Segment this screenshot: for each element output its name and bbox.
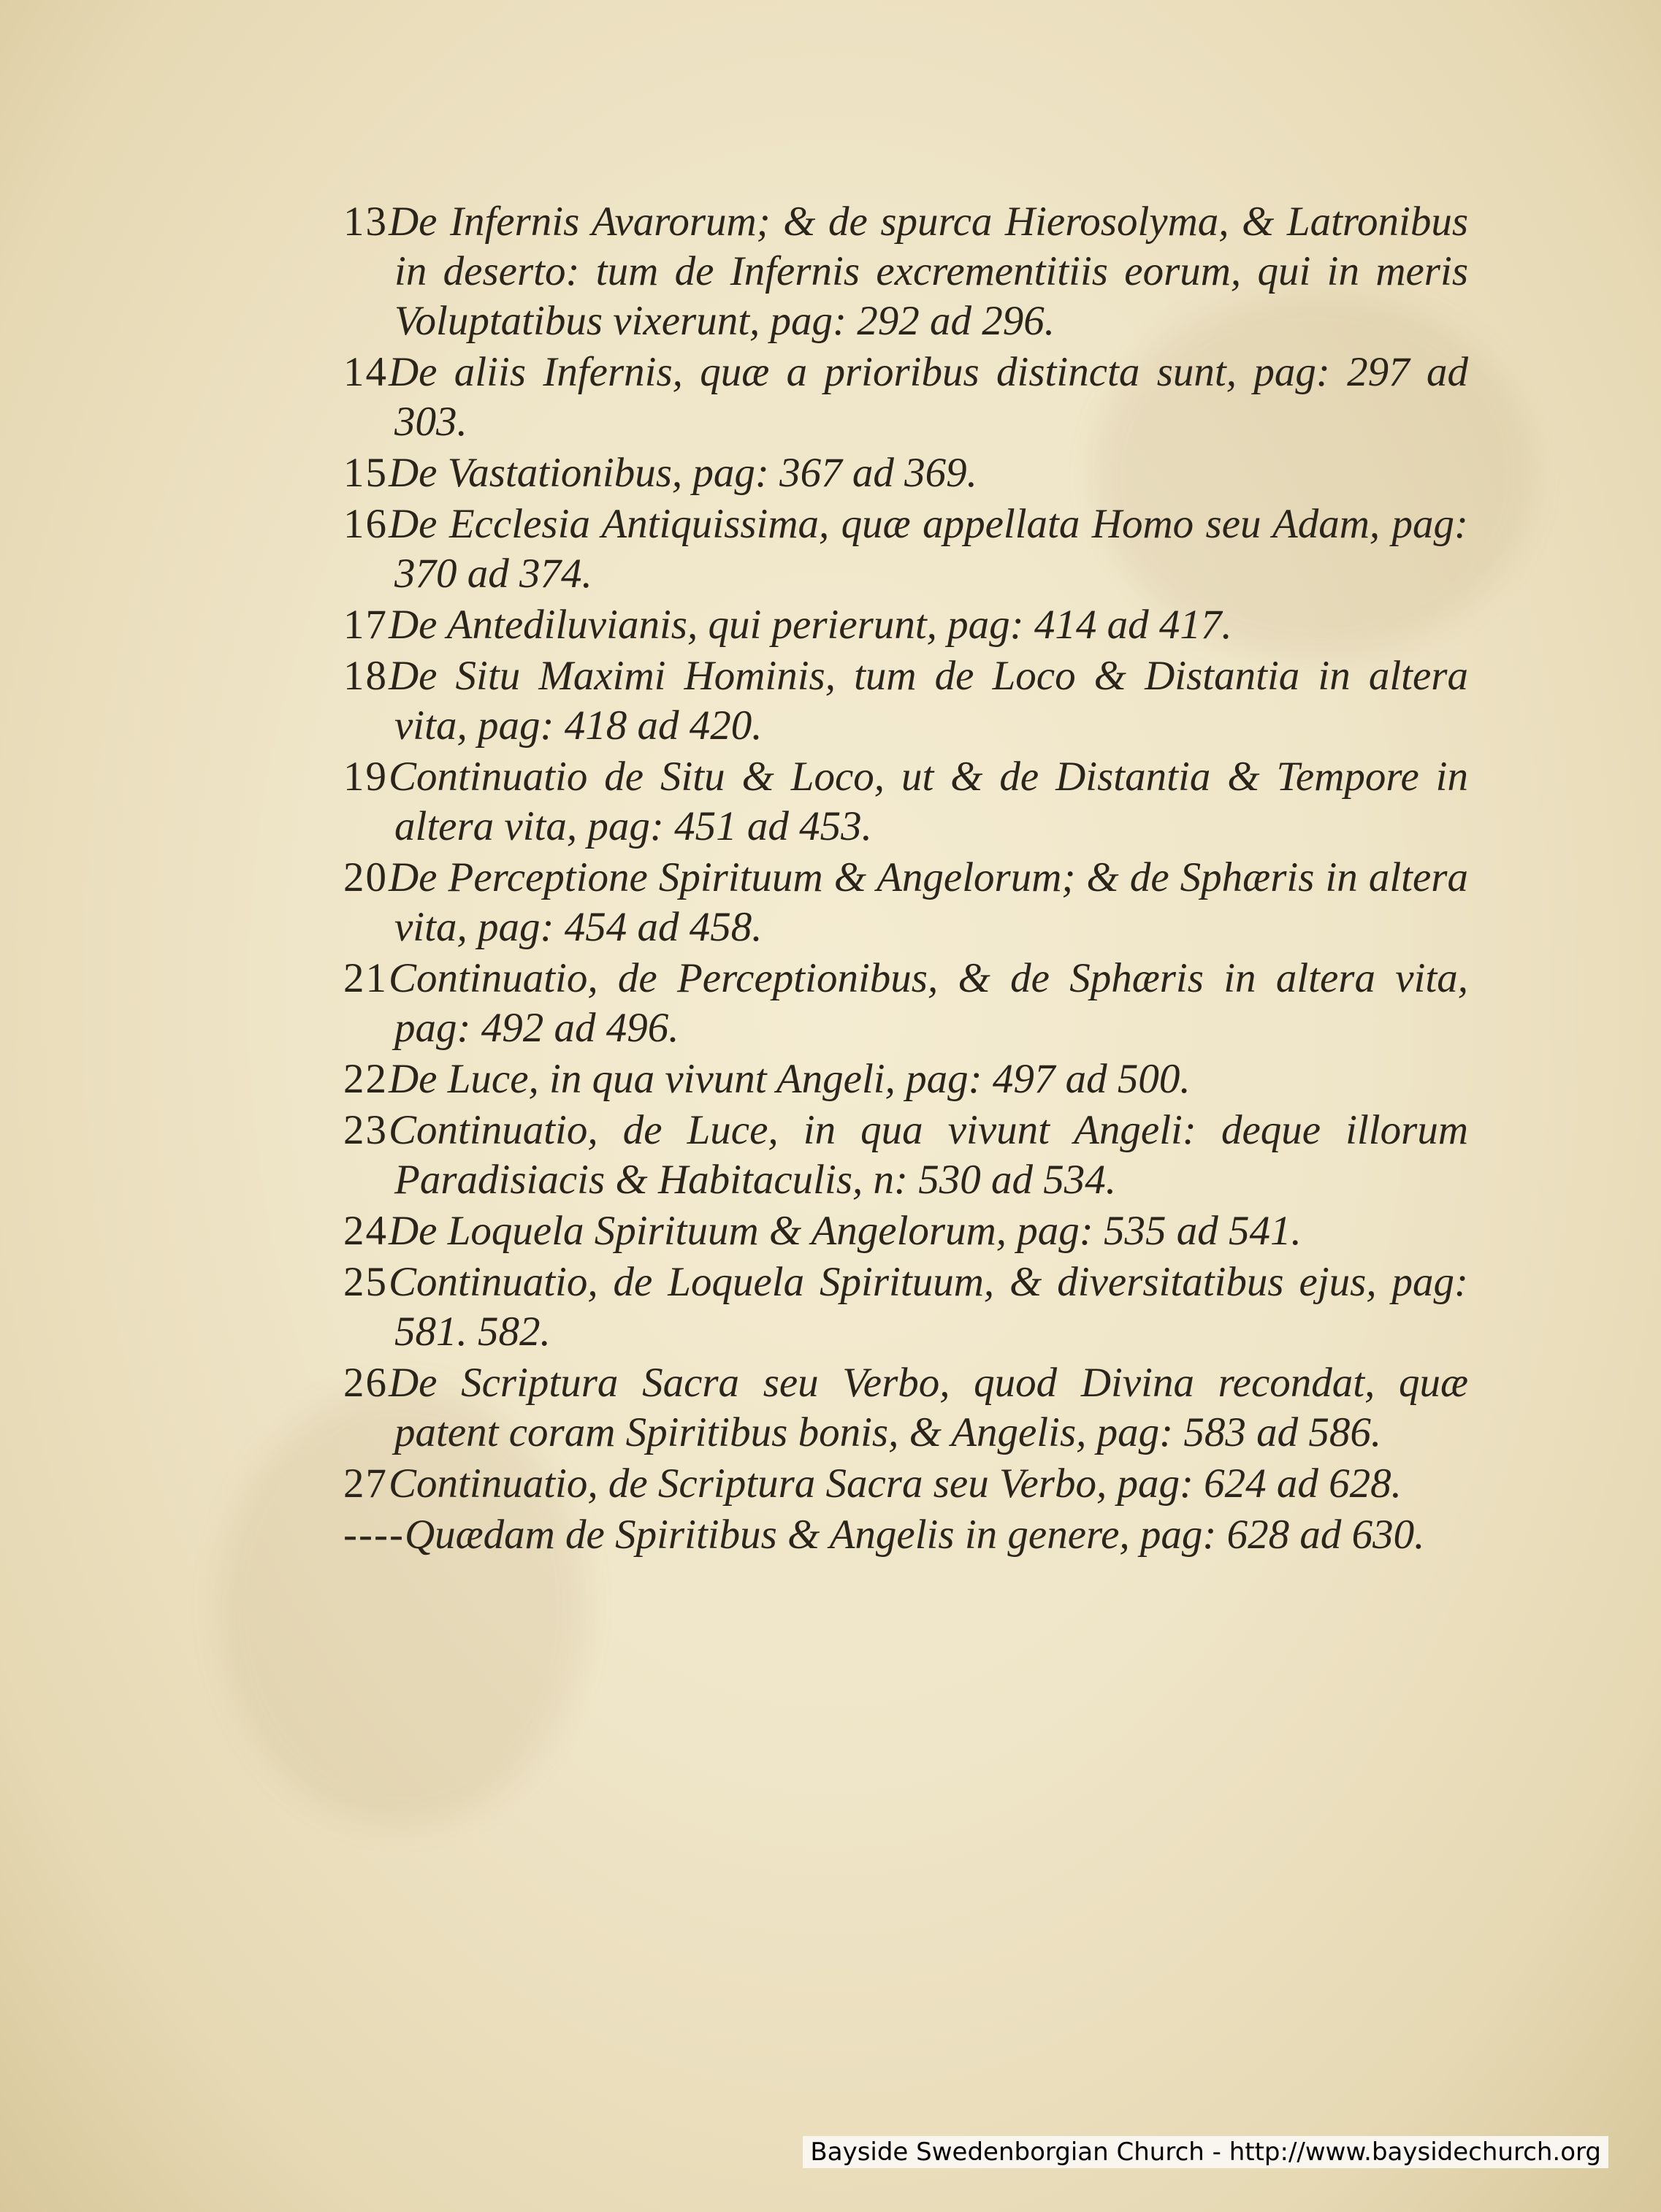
entry-text: De Infernis Avarorum; & de spurca Hierosolyma, & Latronibus in deserto: tum de Infernis excrementitiis eorum, qui in meris Voluptatibus vixerunt, pag: 292 ad 296. — [389, 199, 1468, 344]
toc-entry — [343, 348, 1468, 447]
toc-entry — [343, 448, 1468, 498]
toc-entry — [343, 853, 1468, 952]
entry-text: De aliis Infernis, quæ a prioribus distincta sunt, pag: 297 ad 303. — [389, 349, 1468, 445]
entry-number: 15 — [343, 450, 388, 496]
entry-number: 22 — [343, 1056, 388, 1102]
entry-number: 16 — [343, 501, 388, 547]
toc-entry — [343, 197, 1468, 346]
toc-entry — [343, 1055, 1468, 1104]
toc-entry — [343, 1106, 1468, 1205]
table-of-contents — [343, 197, 1468, 1561]
entry-number: 23 — [343, 1107, 388, 1153]
entry-number: ---- — [343, 1512, 405, 1558]
entry-text: De Situ Maximi Hominis, tum de Loco & Distantia in altera vita, pag: 418 ad 420. — [389, 653, 1468, 749]
toc-entry — [343, 1206, 1468, 1256]
entry-number: 25 — [343, 1259, 388, 1305]
entry-text: De Scriptura Sacra seu Verbo, quod Divina recondat, quæ patent coram Spiritibus bonis, & Angelis, pag: 583 ad 586. — [389, 1360, 1468, 1455]
entry-text: De Vastationibus, pag: 367 ad 369. — [389, 450, 977, 496]
entry-text: Quædam de Spiritibus & Angelis in genere, pag: 628 ad 630. — [404, 1512, 1425, 1558]
toc-entry — [343, 1258, 1468, 1357]
entry-number: 26 — [343, 1360, 388, 1406]
entry-number: 14 — [343, 349, 388, 395]
entry-number: 17 — [343, 602, 388, 648]
toc-entry — [343, 1459, 1468, 1509]
toc-entry — [343, 1510, 1468, 1560]
entry-number: 13 — [343, 199, 388, 245]
entry-number: 18 — [343, 653, 388, 699]
toc-entry — [343, 651, 1468, 751]
entry-text: Continuatio de Situ & Loco, ut & de Distantia & Tempore in altera vita, pag: 451 ad 453. — [389, 754, 1468, 849]
entry-text: Continuatio, de Loquela Spirituum, & diversitatibus ejus, pag: 581. 582. — [389, 1259, 1468, 1355]
entry-text: Continuatio, de Scriptura Sacra seu Verbo, pag: 624 ad 628. — [389, 1461, 1402, 1507]
entry-text: Continuatio, de Perceptionibus, & de Sphæris in altera vita, pag: 492 ad 496. — [389, 955, 1468, 1051]
entry-text: Continuatio, de Luce, in qua vivunt Angeli: deque illorum Paradisiacis & Habitaculis, n: 530 ad 534. — [389, 1107, 1468, 1203]
entry-number: 19 — [343, 754, 388, 800]
entry-text: De Antediluvianis, qui perierunt, pag: 414 ad 417. — [389, 602, 1232, 648]
toc-entry — [343, 600, 1468, 650]
toc-entry — [343, 500, 1468, 599]
entry-number: 27 — [343, 1461, 388, 1507]
entry-text: De Loquela Spirituum & Angelorum, pag: 535 ad 541. — [389, 1208, 1302, 1254]
entry-text: De Perceptione Spirituum & Angelorum; & de Sphæris in altera vita, pag: 454 ad 458. — [389, 854, 1468, 950]
toc-entry — [343, 1358, 1468, 1458]
entry-number: 20 — [343, 854, 388, 900]
watermark-caption: Bayside Swedenborgian Church - http://www.baysidechurch.org — [803, 2136, 1608, 2168]
entry-number: 24 — [343, 1208, 388, 1254]
entry-text: De Ecclesia Antiquissima, quæ appellata Homo seu Adam, pag: 370 ad 374. — [389, 501, 1468, 597]
entry-text: De Luce, in qua vivunt Angeli, pag: 497 ad 500. — [389, 1056, 1191, 1102]
toc-entry — [343, 954, 1468, 1053]
toc-entry — [343, 752, 1468, 851]
entry-number: 21 — [343, 955, 388, 1001]
